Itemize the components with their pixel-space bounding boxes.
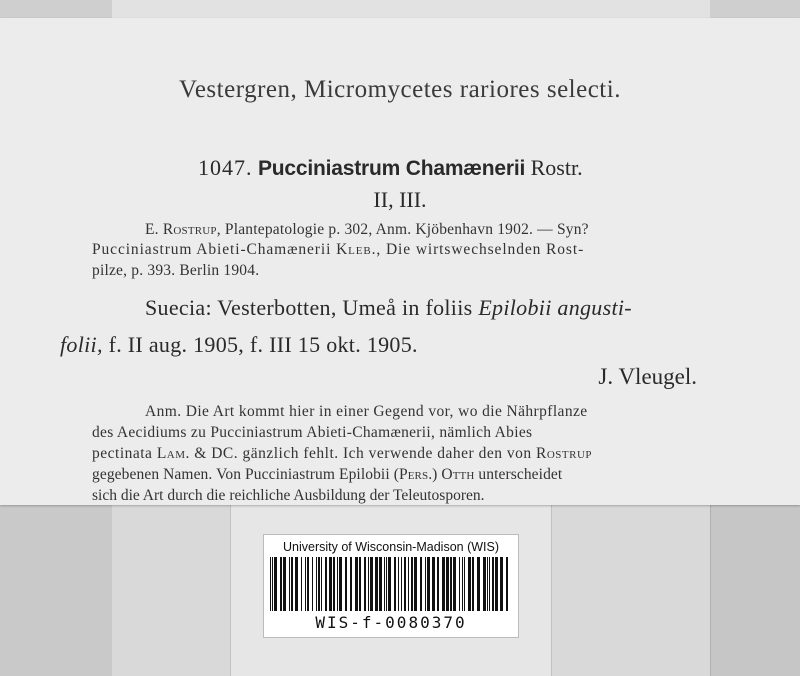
barcode-bar bbox=[283, 557, 286, 611]
barcode-bar bbox=[489, 557, 490, 611]
note-line-4 bbox=[92, 466, 562, 484]
note-text: gegebenen Namen. Von Pucciniastrum Epilobii bbox=[92, 466, 390, 483]
barcode-bar bbox=[464, 557, 465, 611]
reference-author: E. Rostrup, bbox=[145, 221, 221, 238]
barcode-bar bbox=[339, 557, 342, 611]
barcode-bar bbox=[472, 557, 474, 611]
institution-name: University of Wisconsin-Madison (WIS) bbox=[282, 540, 499, 554]
barcode-bar bbox=[270, 557, 271, 611]
barcode-bar bbox=[442, 557, 445, 611]
packet-left-flap bbox=[0, 505, 113, 676]
barcode-bar bbox=[432, 557, 435, 611]
packet-top-flap bbox=[112, 0, 710, 19]
barcode-bar bbox=[420, 557, 422, 611]
barcode-bar bbox=[368, 557, 369, 611]
barcode-bar bbox=[312, 557, 313, 611]
barcode-bar bbox=[437, 557, 439, 611]
barcode-bar bbox=[495, 557, 498, 611]
barcode-bar bbox=[459, 557, 460, 611]
barcode-bar bbox=[345, 557, 347, 611]
barcode-sticker bbox=[263, 534, 519, 638]
barcode-bar bbox=[401, 557, 402, 611]
barcode-bar bbox=[333, 557, 335, 611]
synonym-name: Pucciniastrum Abieti-Chamænerii bbox=[92, 241, 332, 258]
barcode-bar bbox=[450, 557, 452, 611]
barcode-bar bbox=[305, 557, 306, 611]
barcode-bar bbox=[487, 557, 488, 611]
barcode-bar bbox=[329, 557, 332, 611]
barcode-bar bbox=[384, 557, 385, 611]
barcode-bar bbox=[408, 557, 409, 611]
barcode-bar bbox=[291, 557, 293, 611]
barcode-bar bbox=[427, 557, 430, 611]
barcode-bar bbox=[386, 557, 387, 611]
barcode-bar bbox=[280, 557, 282, 611]
barcode-bar bbox=[500, 557, 503, 611]
barcode-bar bbox=[398, 557, 399, 611]
host-name: Epilobii angusti- bbox=[478, 295, 632, 320]
barcode-bar bbox=[483, 557, 486, 611]
note-text: gänzlich fehlt. Ich verwende daher den von bbox=[242, 445, 532, 462]
note-text: pectinata bbox=[92, 445, 153, 462]
barcode-bar bbox=[394, 557, 396, 611]
barcode-bar bbox=[477, 557, 480, 611]
locality-text: Suecia: Vesterbotten, Umeå in foliis bbox=[145, 295, 473, 320]
barcode-bar bbox=[404, 557, 406, 611]
barcode-bar bbox=[325, 557, 327, 611]
collection-dates: f. II aug. 1905, f. III 15 okt. 1905. bbox=[108, 332, 418, 357]
species-heading bbox=[198, 155, 583, 181]
barcode-bar bbox=[272, 557, 273, 611]
specimen-label bbox=[0, 18, 800, 505]
barcode-bar bbox=[301, 557, 302, 611]
synonym-author: Kleb., bbox=[336, 241, 382, 258]
note-line-2: des Aecidiums zu Pucciniastrum Abieti-Chamænerii, nämlich Abies bbox=[92, 424, 533, 441]
collector: J. Vleugel. bbox=[598, 364, 697, 389]
barcode-bar bbox=[295, 557, 298, 611]
barcode-bar bbox=[318, 557, 320, 611]
species-author: Rostr. bbox=[530, 155, 583, 180]
exsiccata-number: 1047. bbox=[198, 155, 253, 180]
barcode-bar bbox=[425, 557, 426, 611]
barcode-bar bbox=[379, 557, 382, 611]
note-author: Rostrup bbox=[535, 445, 593, 462]
note-author: Lam. & DC. bbox=[156, 445, 239, 462]
locality-line-2 bbox=[60, 332, 418, 358]
locality-line-1 bbox=[145, 295, 632, 321]
spore-stages: II, III. bbox=[373, 187, 427, 212]
barcode-bar bbox=[316, 557, 317, 611]
note-line-5: sich die Art durch die reichliche Ausbildung der Teleutosporen. bbox=[92, 487, 485, 504]
note-line-3 bbox=[92, 445, 592, 463]
reference-line-1 bbox=[145, 221, 589, 239]
barcode-bar bbox=[289, 557, 290, 611]
reference-text: Plantepatologie p. 302, Anm. Kjöbenhavn 1902. — Syn? bbox=[224, 221, 589, 238]
note-author: (Pers.) Otth bbox=[393, 466, 475, 483]
barcode-bar bbox=[414, 557, 417, 611]
synonym-reference: Die wirtswechselnden Rost- bbox=[385, 241, 585, 258]
barcode-bar bbox=[446, 557, 449, 611]
barcode-bar bbox=[355, 557, 358, 611]
barcode-bar bbox=[364, 557, 366, 611]
barcode-bar bbox=[370, 557, 373, 611]
note-text: unterscheidet bbox=[478, 466, 563, 483]
reference-line-2 bbox=[92, 241, 584, 259]
specimen-code: WIS-f-0080370 bbox=[315, 613, 467, 632]
barcode-bar bbox=[492, 557, 494, 611]
barcode-bar bbox=[506, 557, 508, 611]
packet-right-flap bbox=[710, 505, 800, 676]
barcode-bar bbox=[321, 557, 322, 611]
host-name-end: folii, bbox=[60, 332, 103, 357]
barcode-bar bbox=[411, 557, 413, 611]
series-title: Vestergren, Micromycetes rariores selecti. bbox=[179, 76, 621, 103]
note-line-1: Anm. Die Art kommt hier in einer Gegend vor, wo die Nährpflanze bbox=[145, 403, 588, 420]
barcode-bar bbox=[307, 557, 309, 611]
barcode-bar bbox=[274, 557, 277, 611]
barcode-bar bbox=[350, 557, 352, 611]
barcode-bar bbox=[468, 557, 471, 611]
species-name: Pucciniastrum Chamænerii bbox=[258, 157, 526, 180]
barcode bbox=[268, 557, 514, 611]
barcode-bar bbox=[359, 557, 361, 611]
barcode-bar bbox=[462, 557, 463, 611]
barcode-bar bbox=[375, 557, 378, 611]
barcode-bar bbox=[453, 557, 456, 611]
barcode-bar bbox=[337, 557, 338, 611]
barcode-bar bbox=[388, 557, 391, 611]
reference-line-3: pilze, p. 393. Berlin 1904. bbox=[92, 262, 260, 279]
